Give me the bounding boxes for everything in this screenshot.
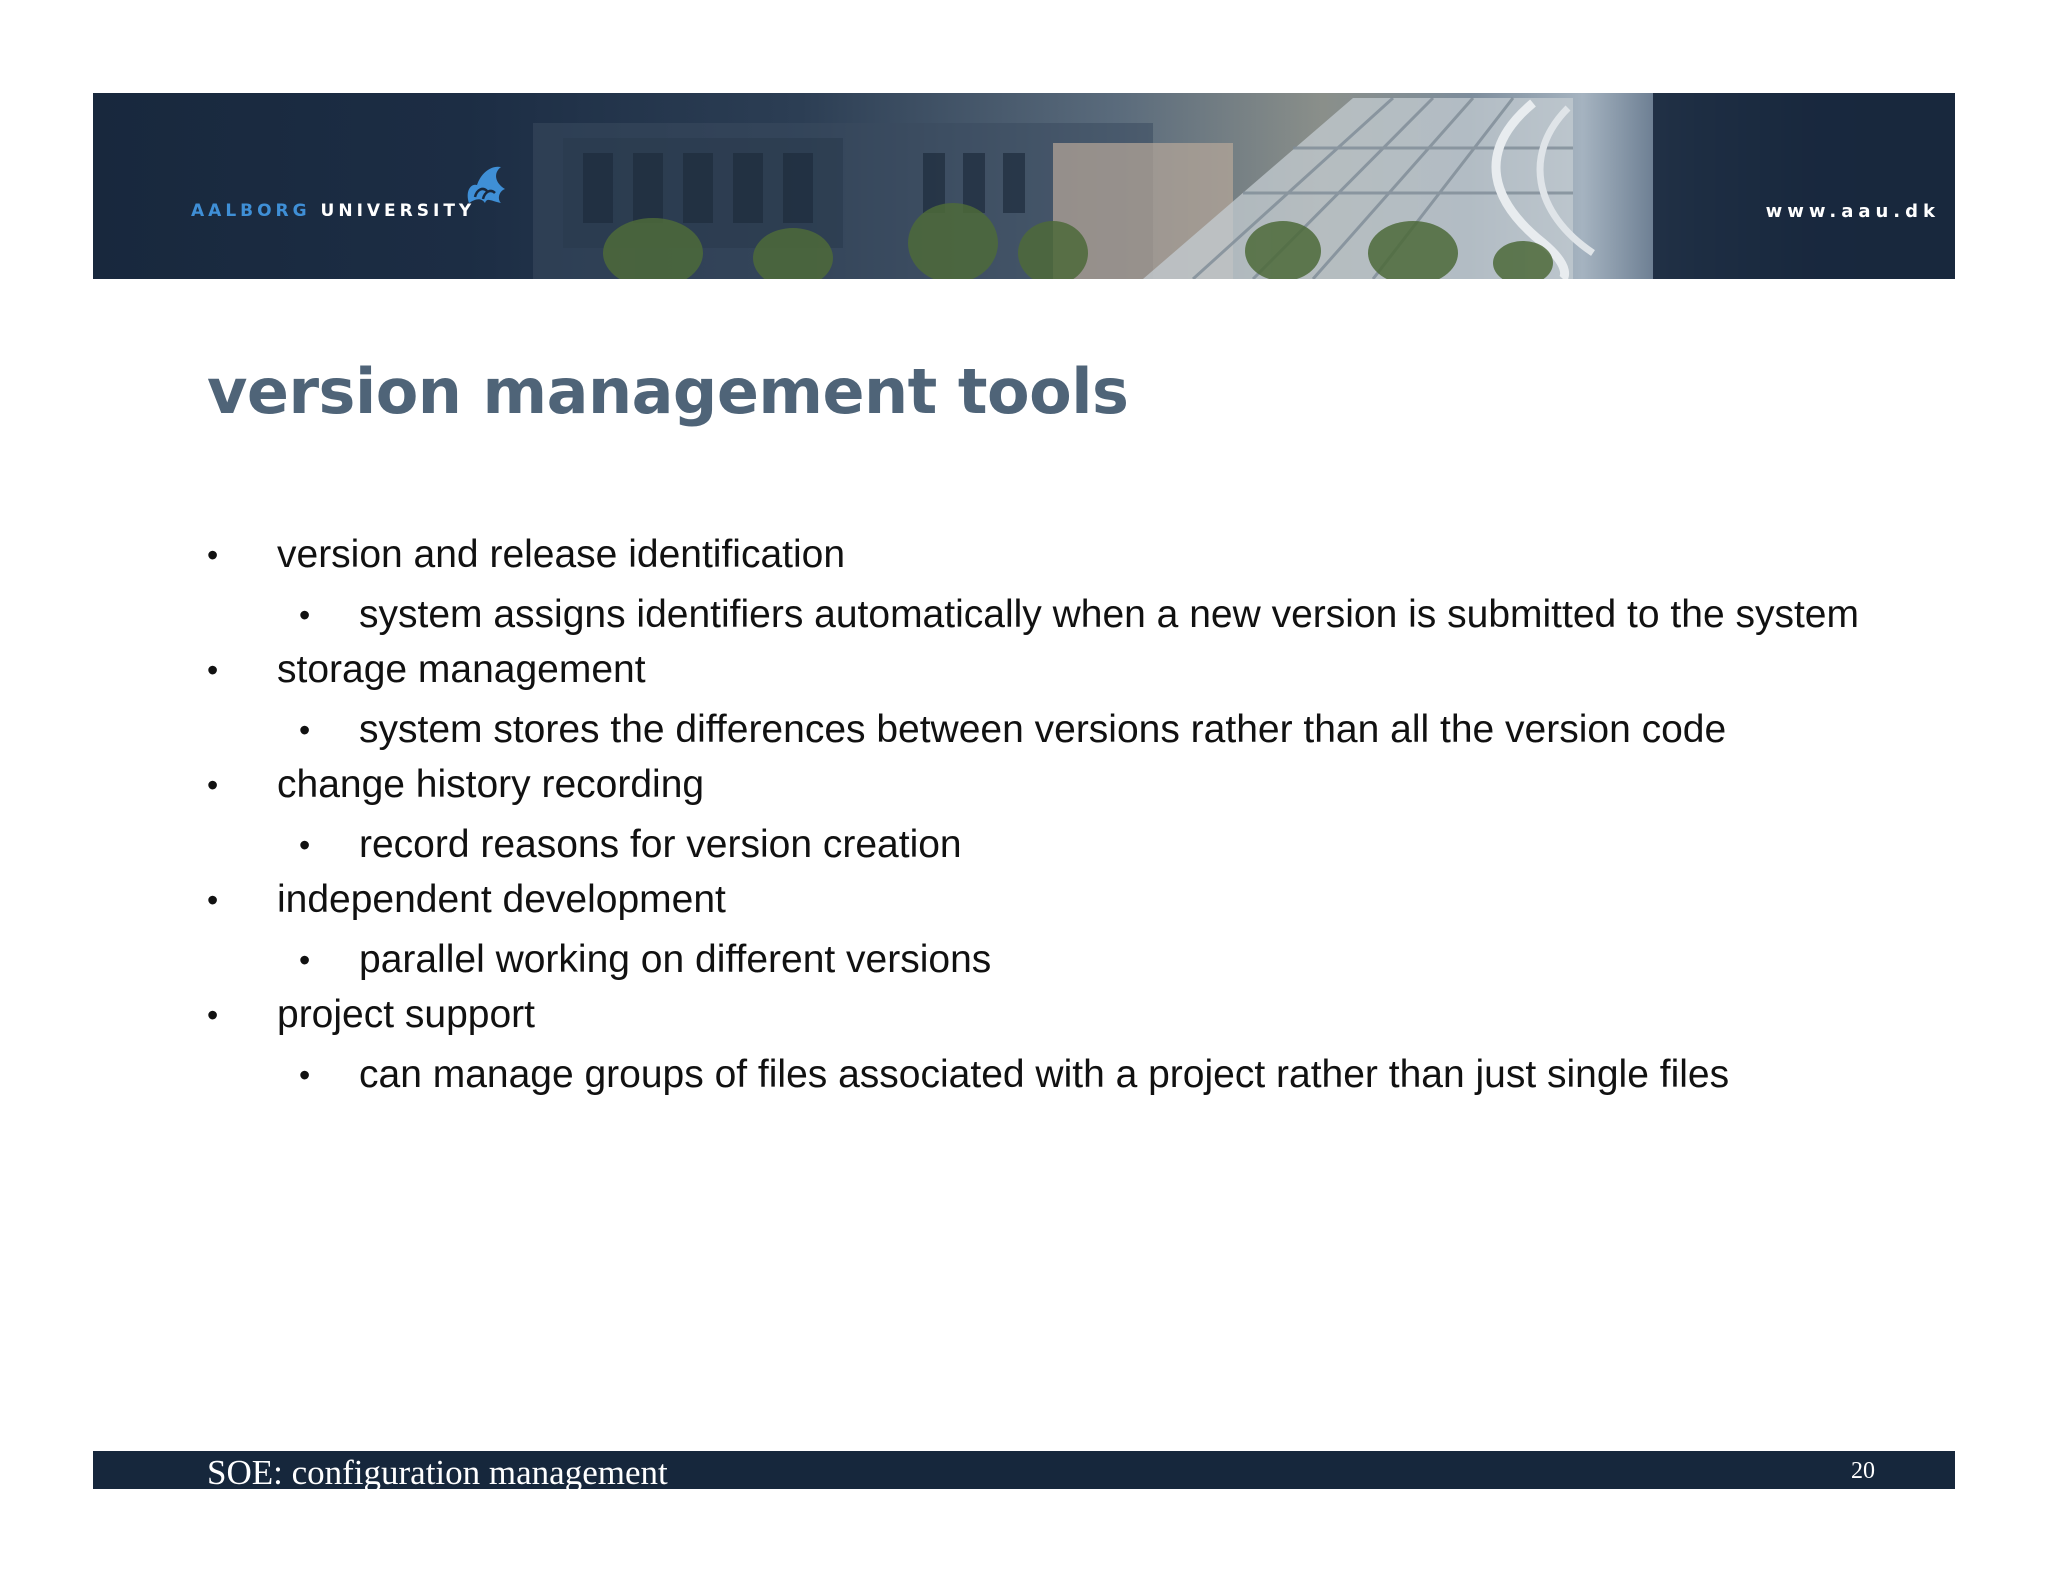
bullet-item <box>207 990 1807 1040</box>
bullet-text: change history recording <box>277 763 705 806</box>
bullet-text: storage management <box>277 648 646 691</box>
logo-wordmark <box>191 201 475 221</box>
bullet-item <box>207 645 1807 695</box>
bullet-glyph: • <box>207 537 219 573</box>
footer-bar <box>93 1451 1955 1492</box>
sub-bullet-text: can manage groups of files associated with a project rather than just single files <box>359 1053 1730 1096</box>
bullet-glyph: • <box>299 827 311 863</box>
sub-bullet-text: system stores the differences between versions rather than all the version code <box>359 708 1727 751</box>
slide-title: version management tools <box>207 355 1129 428</box>
bullet-glyph: • <box>207 882 219 918</box>
bullet-item <box>207 760 1807 810</box>
page-number: 20 <box>1851 1458 1875 1484</box>
bullet-glyph: • <box>299 1057 311 1093</box>
sub-bullet-item <box>207 590 1989 640</box>
sub-bullet-item <box>207 820 1989 870</box>
website-url[interactable]: www.aau.dk <box>1765 201 1940 222</box>
bullet-list <box>207 530 1859 1105</box>
header-banner <box>93 93 1955 279</box>
sub-bullet-item <box>207 1050 1989 1100</box>
sub-bullet-item <box>207 935 1989 985</box>
bullet-item <box>207 530 1807 580</box>
bullet-text: version and release identification <box>277 533 846 576</box>
bullet-glyph: • <box>207 767 219 803</box>
bullet-item <box>207 875 1807 925</box>
bullet-text: independent development <box>277 878 726 921</box>
logo-wordmark-aalborg: AALBORG <box>191 201 311 221</box>
logo-wordmark-university: UNIVERSITY <box>320 201 476 221</box>
sub-bullet-text: parallel working on different versions <box>359 938 992 981</box>
bullet-text: project support <box>277 993 535 1036</box>
footer-label: SOE: configuration management <box>207 1453 668 1492</box>
sub-bullet-item <box>207 705 1989 755</box>
bullet-glyph: • <box>207 997 219 1033</box>
sub-bullet-text: record reasons for version creation <box>359 823 962 866</box>
bullet-glyph: • <box>299 712 311 748</box>
bullet-glyph: • <box>299 597 311 633</box>
bullet-glyph: • <box>207 652 219 688</box>
aau-wave-icon <box>461 163 509 205</box>
sub-bullet-text: system assigns identifiers automatically when a new version is submitted to the system <box>359 593 1859 636</box>
aau-logo[interactable] <box>191 163 531 223</box>
bullet-glyph: • <box>299 942 311 978</box>
